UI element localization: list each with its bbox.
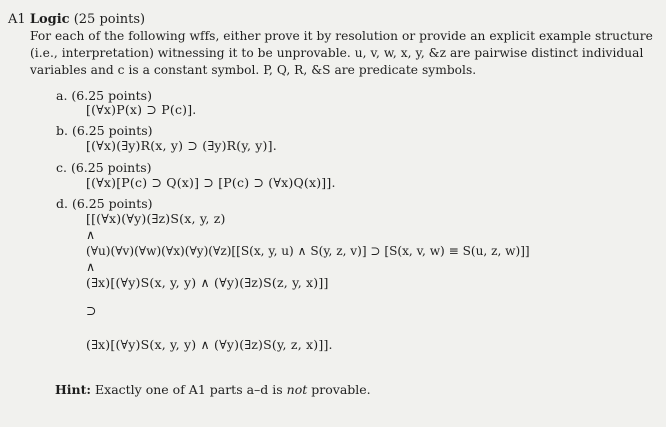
part-d-and-1: ∧ xyxy=(86,227,96,242)
part-d-label: d. (6.25 points) xyxy=(56,196,153,211)
part-d-formula-line-1: [[(∀x)(∀y)(∃z)S(x, y, z) xyxy=(86,211,226,226)
intro-line-3: variables and c is a constant symbol. P, Q, R, &S are predicate symbols. xyxy=(30,63,477,77)
part-b-label: b. (6.25 points) xyxy=(56,123,153,138)
problem-number: A1 xyxy=(8,12,26,27)
part-a-label: a. (6.25 points) xyxy=(56,88,152,103)
part-c-label: c. (6.25 points) xyxy=(56,160,152,175)
hint-text-after: provable. xyxy=(311,382,371,397)
part-a-formula: [(∀x)P(x) ⊃ P(c)]. xyxy=(86,102,197,117)
part-d-and-2: ∧ xyxy=(86,259,96,274)
hint-emphasis: not xyxy=(286,382,308,397)
part-c-formula: [(∀x)[P(c) ⊃ Q(x)] ⊃ [P(c) ⊃ (∀x)Q(x)]]. xyxy=(86,175,336,190)
intro-line-2: (i.e., interpretation) witnessing it to be unprovable. u, v, w, x, y, &z are pairwise distinct individual xyxy=(30,46,644,60)
intro-line-1: For each of the following wffs, either prove it by resolution or provide an explicit example structure xyxy=(30,29,653,43)
part-d-formula-line-2: (∀u)(∀v)(∀w)(∀x)(∀y)(∀z)[[S(x, y, u) ∧ S(y, z, v)] ⊃ [S(x, v, w) ≡ S(u, z, w)]] xyxy=(86,244,530,258)
problem-points: (25 points) xyxy=(73,12,146,27)
part-d-formula-line-4: (∃x)[(∀y)S(x, y, y) ∧ (∀y)(∃z)S(y, z, x)]]. xyxy=(86,337,333,352)
part-d-implies: ⊃ xyxy=(86,303,97,318)
hint-text-before: Exactly one of A1 parts a–d is xyxy=(95,382,283,397)
hint-label: Hint: xyxy=(55,382,92,397)
problem-title: Logic xyxy=(29,12,70,27)
problem-heading xyxy=(8,13,145,26)
part-b-formula: [(∀x)(∃y)R(x, y) ⊃ (∃y)R(y, y)]. xyxy=(86,138,277,153)
hint xyxy=(55,384,371,397)
part-d-formula-line-3: (∃x)[(∀y)S(x, y, y) ∧ (∀y)(∃z)S(z, y, x)]] xyxy=(86,275,329,290)
